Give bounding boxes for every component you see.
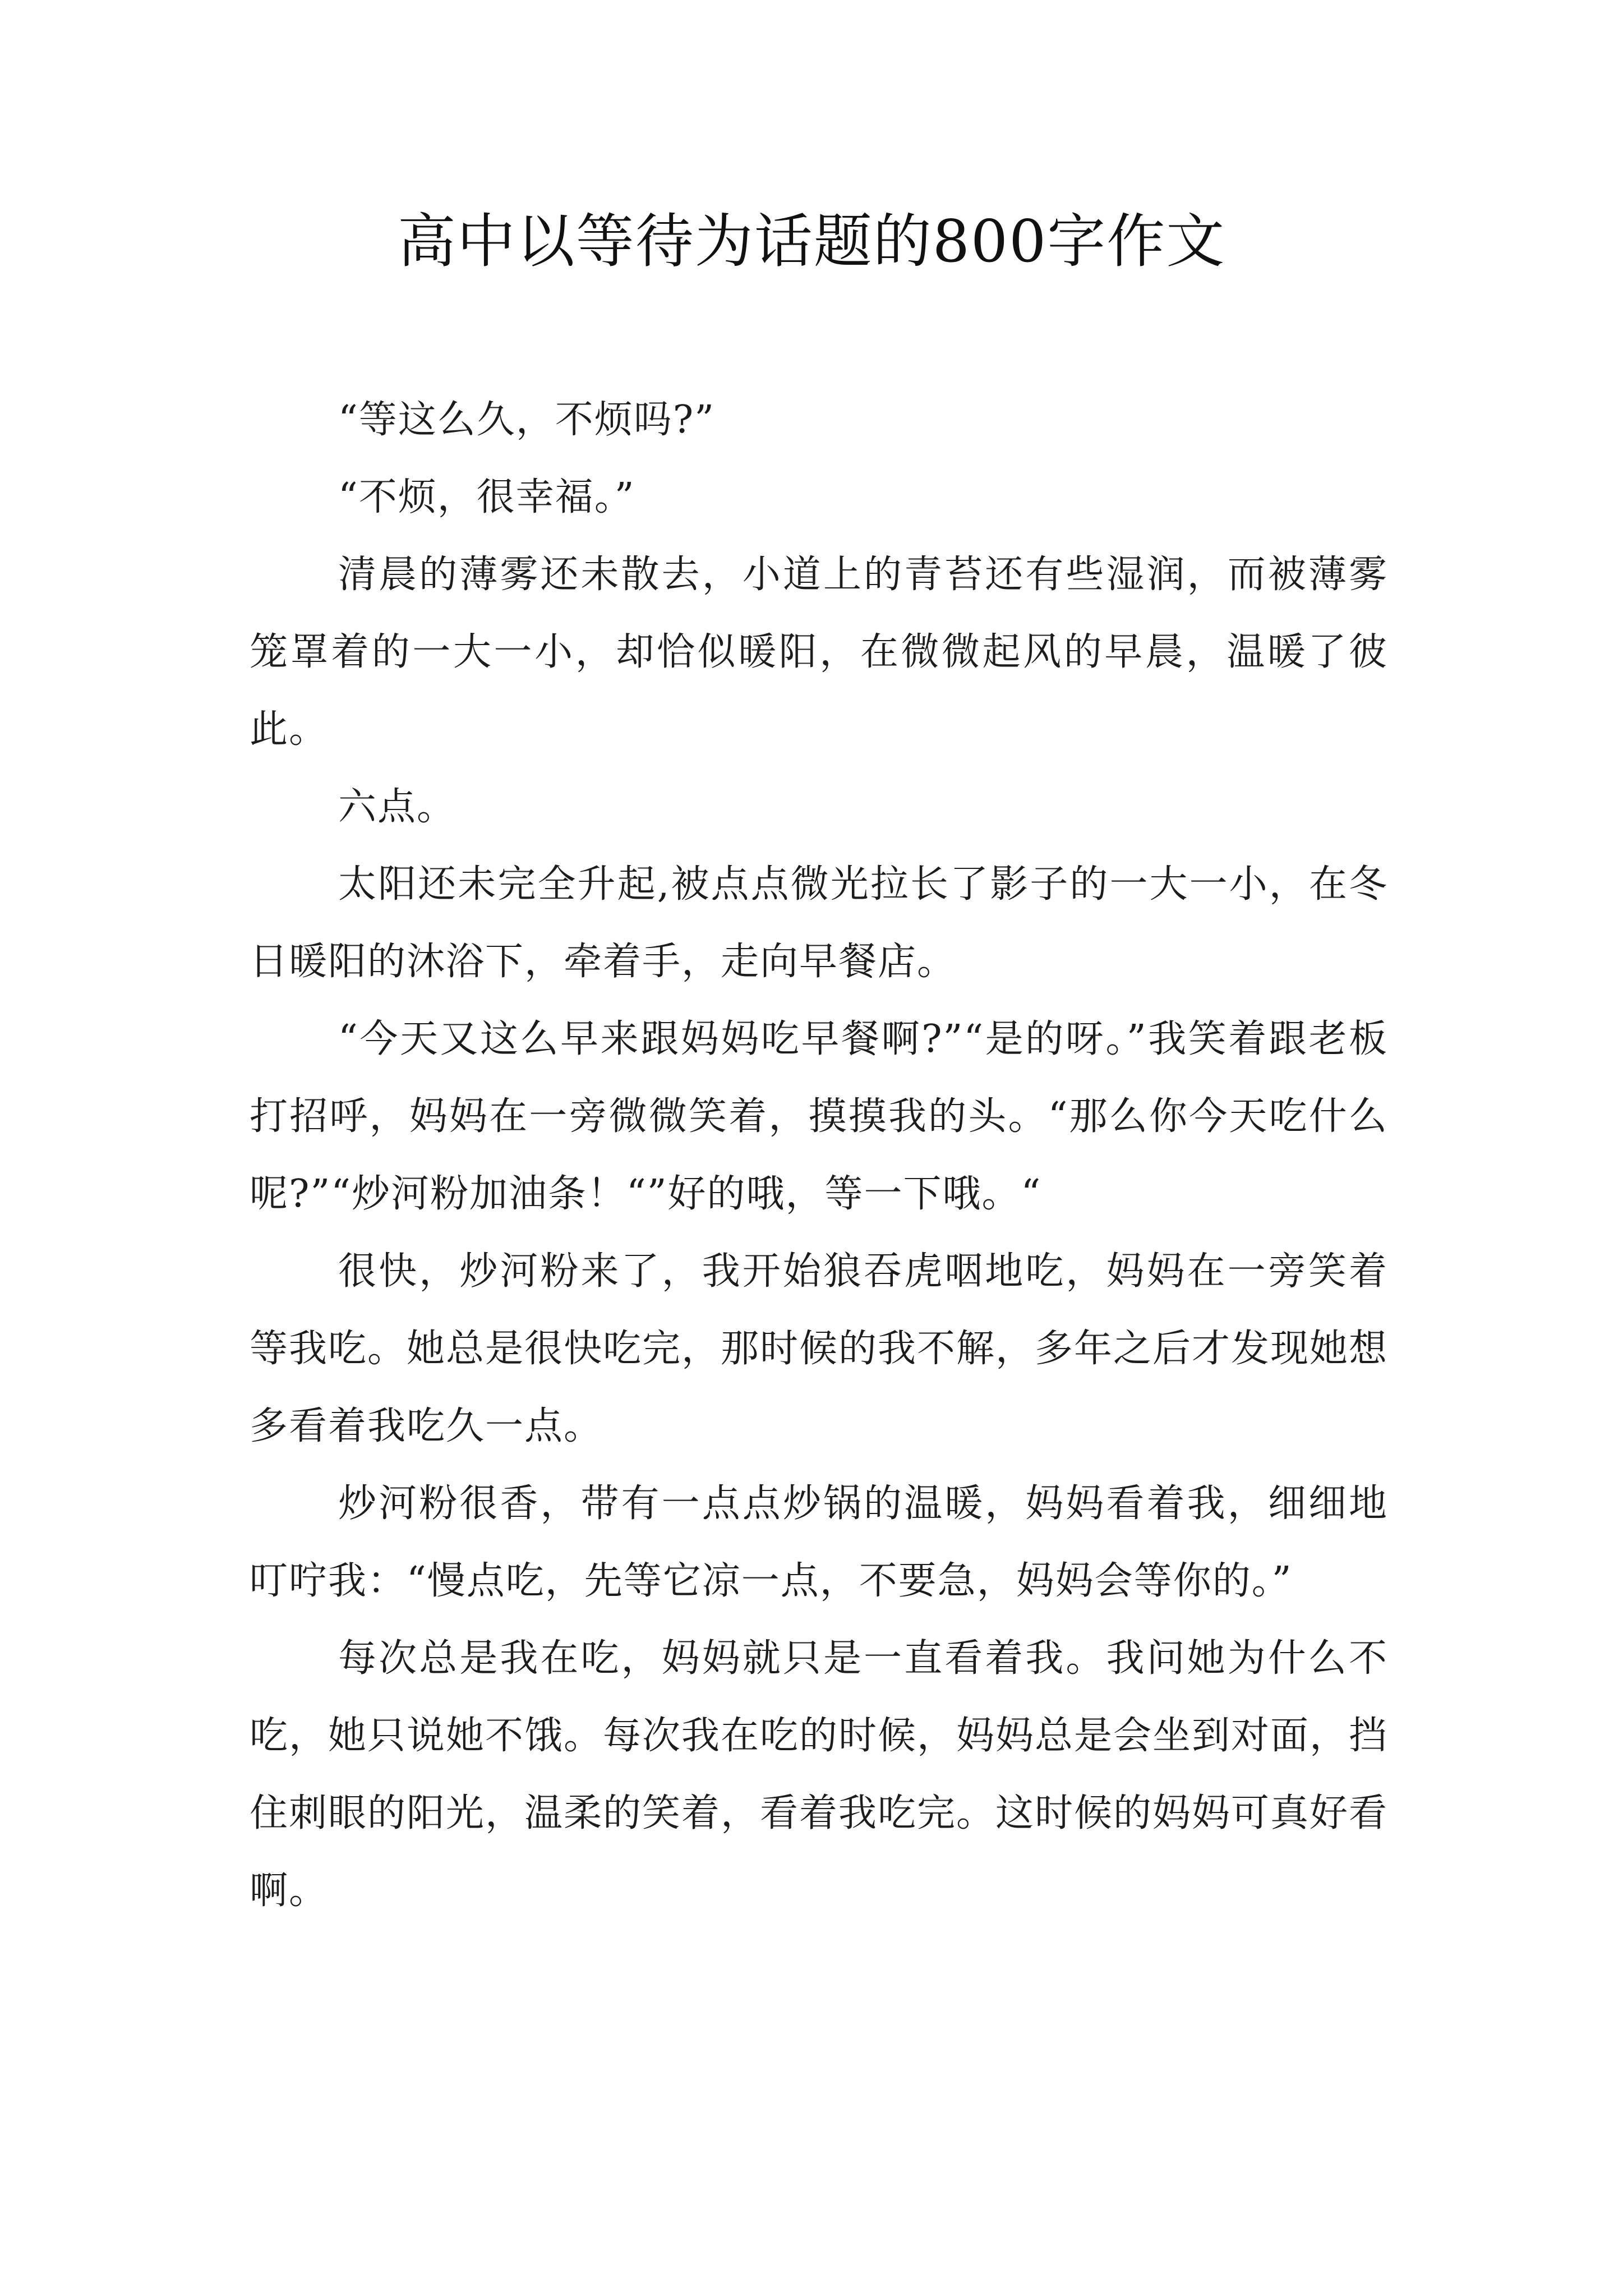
paragraph: “今天又这么早来跟妈妈吃早餐啊?”“是的呀。”我笑着跟老板打招呼，妈妈在一旁微微笑着，摸摸我的头。“那么你今天吃什么呢?”“炒河粉加油条！“”好的哦，等一下哦。“ [250,1017,1388,1216]
paragraph: 很快，炒河粉来了，我开始狼吞虎咽地吃，妈妈在一旁笑着等我吃。她总是很快吃完，那时候的我不解，多年之后才发现她想多看着我吃久一点。 [250,1249,1389,1448]
paragraph: 清晨的薄雾还未散去，小道上的青苔还有些湿润，而被薄雾笼罩着的一大一小，却恰似暖阳，在微微起风的早晨，温暖了彼此。 [250,553,1388,752]
document-title: 高中以等待为话题的800字作文 [397,207,1226,275]
paragraph: 太阳还未完全升起,被点点微光拉长了影子的一大一小，在冬日暖阳的沐浴下，牵着手，走向早餐店。 [250,862,1388,984]
paragraph: “不烦，很幸福。” [338,475,635,519]
paragraph: 六点。 [338,785,457,829]
paragraph: “等这么久，不烦吗?” [338,398,715,442]
paragraph: 炒河粉很香，带有一点点炒锅的温暖，妈妈看着我，细细地叮咛我：“慢点吃，先等它凉一点，不要急，妈妈会等你的。” [250,1481,1388,1603]
document-body [250,381,1388,1930]
paragraph: 每次总是我在吃，妈妈就只是一直看着我。我问她为什么不吃，她只说她不饿。每次我在吃的时候，妈妈总是会坐到对面，挡住刺眼的阳光，温柔的笑着，看着我吃完。这时候的妈妈可真好看啊。 [250,1636,1389,1913]
